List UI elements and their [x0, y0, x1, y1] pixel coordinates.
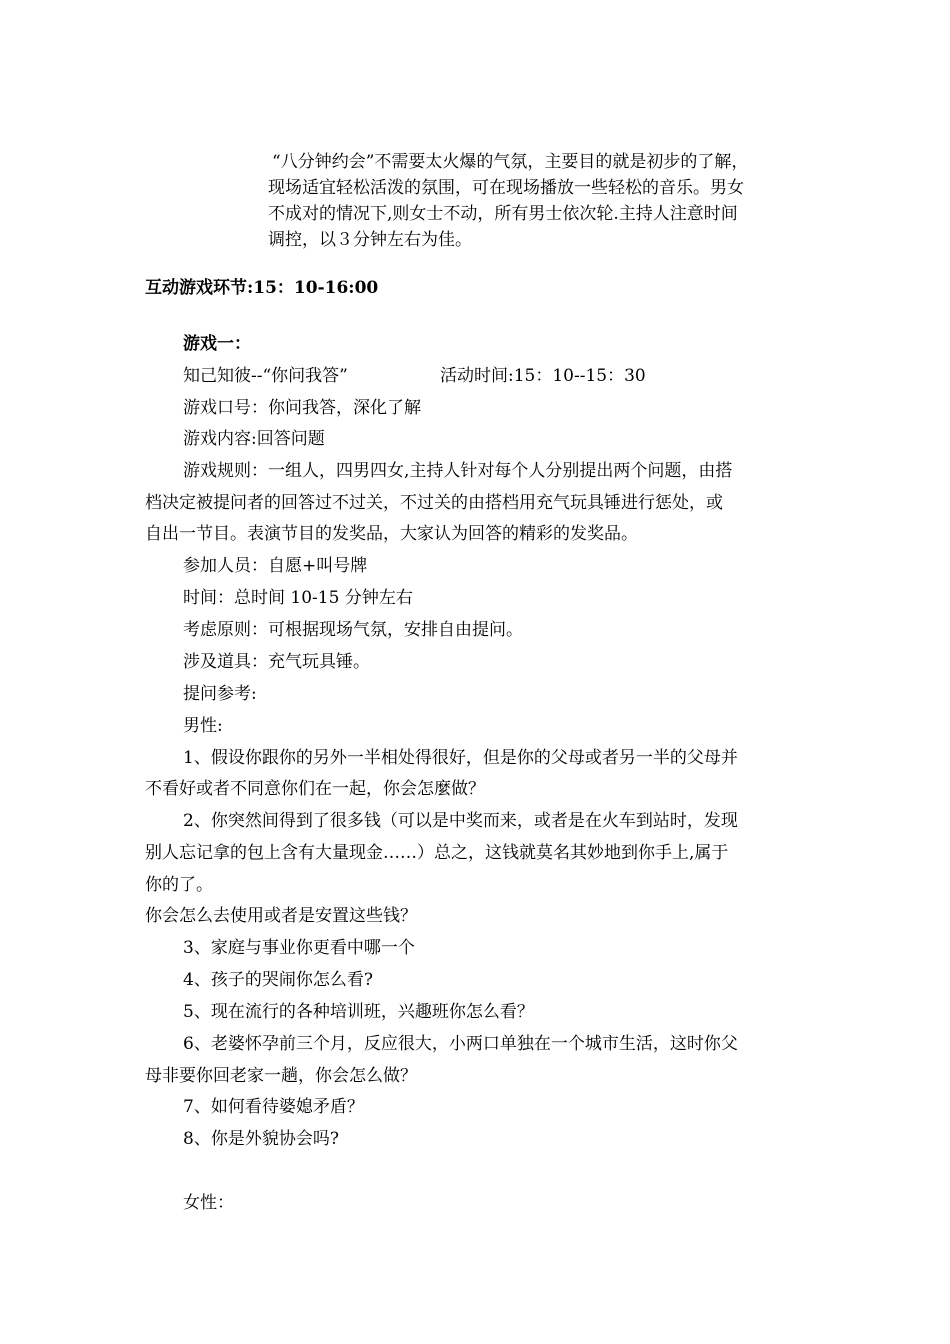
question-6-line-1: 6、老婆怀孕前三个月，反应很大，小两口单独在一个城市生活，这时你父	[183, 1034, 738, 1054]
intro-line-1: “八分钟约会”不需要太火爆的气氛，主要目的就是初步的了解，	[272, 152, 749, 172]
section-heading: 互动游戏环节:15：10-16:00	[145, 278, 379, 298]
male-label: 男性:	[183, 716, 223, 736]
question-8: 8、你是外貌协会吗?	[183, 1129, 339, 1149]
duration: 时间：总时间 10-15 分钟左右	[183, 588, 413, 608]
game-rules-line-3: 自出一节目。表演节目的发奖品，大家认为回答的精彩的发奖品。	[145, 524, 638, 544]
principle: 考虑原则：可根据现场气氛，安排自由提问。	[183, 620, 523, 640]
intro-line-2: 现场适宜轻松活泼的氛围，可在现场播放一些轻松的音乐。男女	[268, 178, 744, 198]
question-1-line-2: 不看好或者不同意你们在一起，你会怎麼做？	[145, 779, 485, 799]
game-rules-line-2: 档决定被提问者的回答过不过关，不过关的由搭档用充气玩具锤进行惩处，或	[145, 493, 723, 513]
game-slogan: 游戏口号：你问我答，深化了解	[183, 398, 421, 418]
props: 涉及道具：充气玩具锤。	[183, 652, 370, 672]
question-3: 3、家庭与事业你更看中哪一个	[183, 938, 415, 958]
game-time: 活动时间:15：10--15：30	[440, 366, 646, 386]
question-2-line-3: 你的了。	[145, 875, 213, 895]
game-name: 知己知彼--“你问我答”	[183, 366, 348, 386]
question-2-line-4: 你会怎么去使用或者是安置这些钱？	[145, 906, 417, 926]
question-6-line-2: 母非要你回老家一趟，你会怎么做？	[145, 1066, 417, 1086]
intro-line-4: 调控，以３分钟左右为佳。	[268, 230, 472, 250]
game-title: 游戏一：	[183, 334, 251, 354]
question-2-line-1: 2、你突然间得到了很多钱（可以是中奖而来，或者是在火车到站时，发现	[183, 811, 738, 831]
question-2-line-2: 别人忘记拿的包上含有大量现金……）总之，这钱就莫名其妙地到你手上,属于	[145, 843, 729, 863]
question-4: 4、孩子的哭闹你怎么看?	[183, 970, 373, 990]
question-7: 7、如何看待婆媳矛盾？	[183, 1097, 364, 1117]
game-rules-line-1: 游戏规则：一组人，四男四女,主持人针对每个人分别提出两个问题，由搭	[183, 461, 733, 481]
question-1-line-1: 1、假设你跟你的另外一半相处得很好，但是你的父母或者另一半的父母并	[183, 748, 738, 768]
game-content: 游戏内容:回答问题	[183, 429, 325, 449]
reference-label: 提问参考:	[183, 684, 257, 704]
female-label: 女性：	[183, 1193, 234, 1213]
participants: 参加人员：自愿+叫号牌	[183, 556, 368, 576]
intro-line-3: 不成对的情况下,则女士不动，所有男士依次轮.主持人注意时间	[268, 204, 738, 224]
question-5: 5、现在流行的各种培训班，兴趣班你怎么看？	[183, 1002, 534, 1022]
